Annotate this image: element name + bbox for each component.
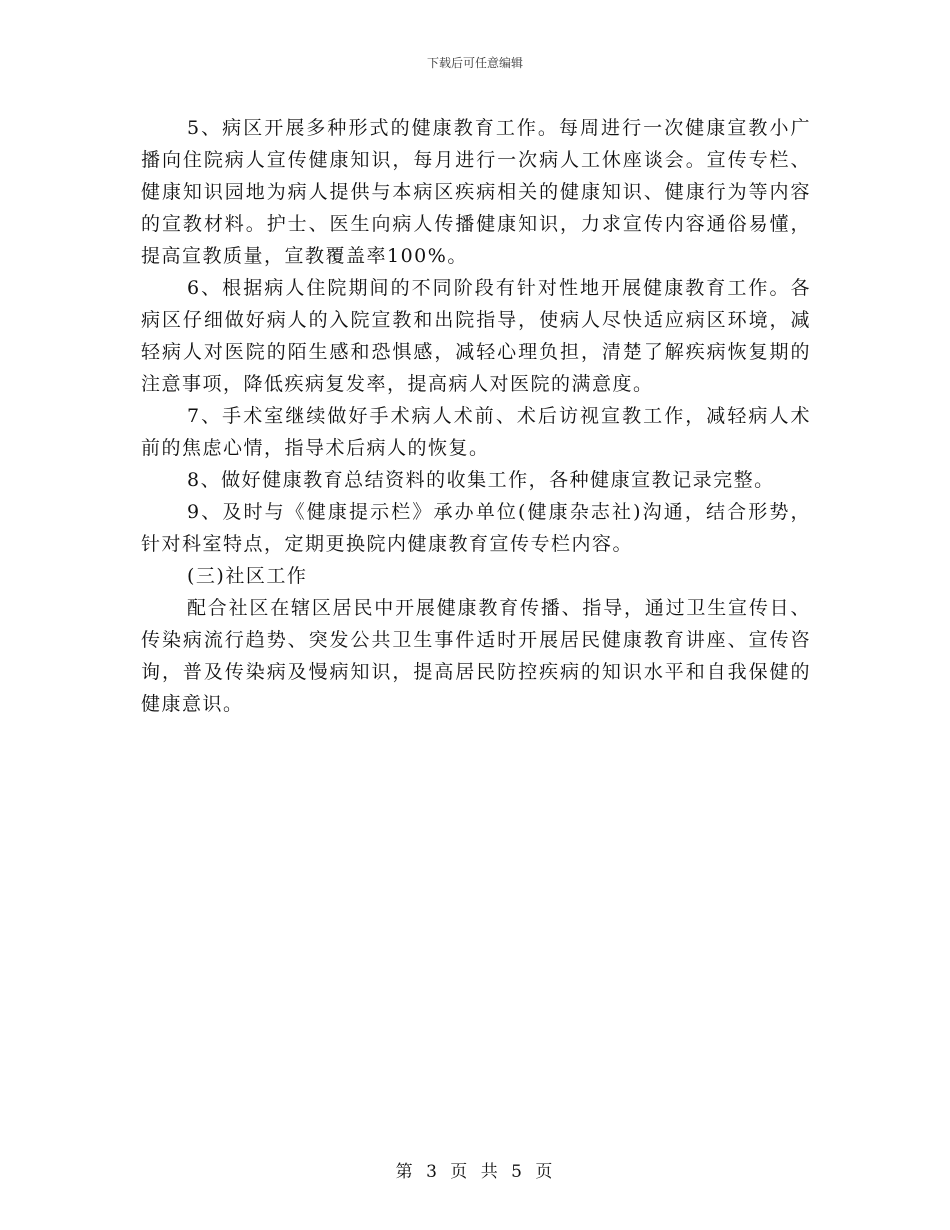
paragraph-item-6: 6、根据病人住院期间的不同阶段有针对性地开展健康教育工作。各病区仔细做好病人的入院宣教和出院指导，使病人尽快适应病区环境，减轻病人对医院的陌生感和恐惧感，减轻心理负担，清楚了解疾病恢复期的注意事项，降低疾病复发率，提高病人对医院的满意度。 [141,277,811,395]
section-heading: (三)社区工作 [187,565,308,587]
page-number-footer: 第 3 页 共 5 页 [395,1162,555,1182]
paragraph-item-9: 9、及时与《健康提示栏》承办单位(健康杂志社)沟通，结合形势，针对科室特点，定期更换院内健康教育宣传专栏内容。 [141,501,811,555]
section-body-paragraph: 配合社区在辖区居民中开展健康教育传播、指导，通过卫生宣传日、传染病流行趋势、突发公共卫生事件适时开展居民健康教育讲座、宣传咨询，普及传染病及慢病知识，提高居民防控疾病的知识水平和自我保健的健康意识。 [141,597,811,715]
document-body [141,112,811,720]
paragraph-item-5: 5、病区开展多种形式的健康教育工作。每周进行一次健康宣教小广播向住院病人宣传健康知识，每月进行一次病人工休座谈会。宣传专栏、健康知识园地为病人提供与本病区疾病相关的健康知识、健康行为等内容的宣教材料。护士、医生向病人传播健康知识，力求宣传内容通俗易懂，提高宣教质量，宣教覆盖率100%。 [141,117,811,267]
paragraph-item-8: 8、做好健康教育总结资料的收集工作，各种健康宣教记录完整。 [187,469,775,491]
header-note: 下载后可任意编辑 [426,56,523,70]
paragraph-item-7: 7、手术室继续做好手术病人术前、术后访视宣教工作，减轻病人术前的焦虑心情，指导术后病人的恢复。 [141,405,811,459]
